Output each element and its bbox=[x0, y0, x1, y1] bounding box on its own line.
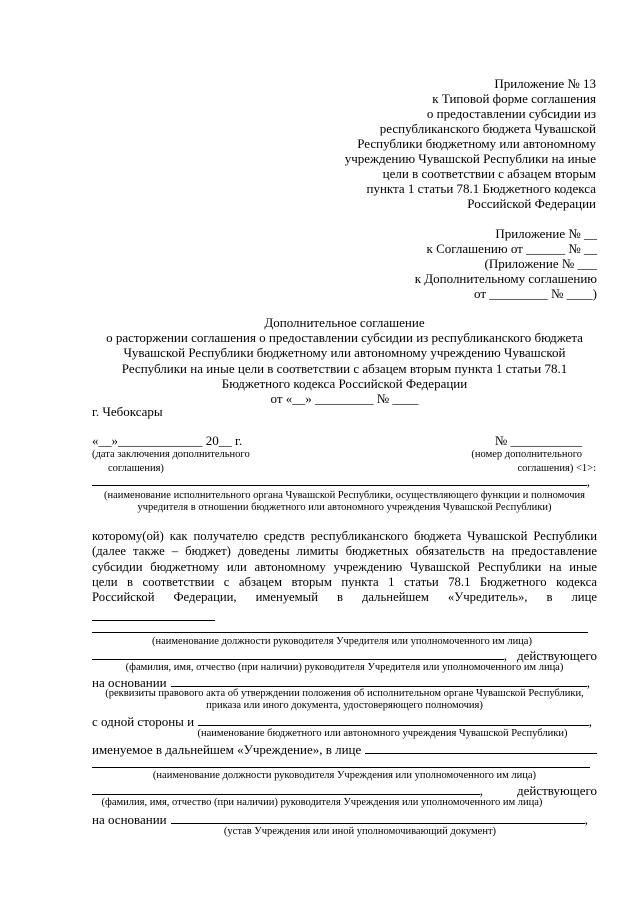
city: г. Чебоксары bbox=[92, 404, 163, 419]
title-line: Республики на иные цели в соответствии с абзацем вторым пункта 1 статьи 78.1 bbox=[121, 360, 568, 376]
institution-person-field bbox=[92, 783, 597, 798]
comma: , bbox=[503, 648, 507, 663]
paragraph-line: цели в соответствии с абзацем вторым пункта 1 статьи 78.1 Бюджетного кодекса bbox=[92, 574, 597, 589]
appendix-line: республиканского бюджета Чувашской bbox=[379, 121, 596, 136]
agreement-ref-line: к Соглашению от ______ № __ bbox=[426, 241, 597, 256]
blank-line bbox=[171, 822, 585, 824]
comma: , bbox=[586, 675, 590, 690]
blank-line bbox=[171, 685, 587, 687]
agreement-ref-line: (Приложение № ___ bbox=[484, 256, 597, 271]
institution-name-caption: (наименование бюджетного или автономного учреждения Чувашской Республики) bbox=[197, 728, 568, 739]
comma: , bbox=[588, 714, 592, 729]
agreement-number-field: № ___________ bbox=[494, 433, 582, 448]
blank-line bbox=[92, 793, 480, 795]
caption-line: учредителя в отношении бюджетного или автономного учреждения Чувашской Республики) bbox=[137, 502, 552, 513]
blank-line bbox=[198, 724, 589, 726]
paragraph-line: которому(ой) как получателю средств республиканского бюджета Чувашской Республики bbox=[92, 529, 597, 543]
caption-line: приказа или иного документа, удостоверяющего полномочия) bbox=[206, 700, 483, 711]
caption-line: (реквизиты правового акта об утверждении положения об исполнительном органе Чувашской Республики, bbox=[105, 688, 584, 699]
title-line: Дополнительное соглашение bbox=[264, 315, 425, 330]
blank-line bbox=[92, 620, 215, 621]
founder-name-field bbox=[92, 474, 590, 489]
caption-line: (наименование исполнительного органа Чувашской Республики, осуществляющего функции и полномочия bbox=[104, 490, 585, 501]
agreement-date-field: «__»_____________ 20__ г. bbox=[92, 433, 243, 448]
founder-position-caption: (наименование должности руководителя Учредителя или уполномоченного им лица) bbox=[152, 636, 532, 647]
title-line: Чувашской Республики бюджетному или автономному учреждению Чувашской bbox=[123, 345, 566, 361]
paragraph-line: (далее также – бюджет) доведены лимиты бюджетных обязательств на предоставление bbox=[92, 544, 597, 559]
founder-basis-caption bbox=[92, 688, 597, 712]
agreement-reference bbox=[415, 226, 597, 301]
institution-basis-caption: (устав Учреждения или иной уполномочивающий документ) bbox=[223, 826, 497, 837]
appendix-line: цели в соответствии с абзацем вторым bbox=[382, 166, 596, 181]
appendix-line: Российской Федерации bbox=[467, 196, 596, 211]
appendix-line: к Типовой форме соглашения bbox=[432, 91, 596, 106]
agreement-ref-line: к Дополнительному соглашению bbox=[414, 271, 597, 286]
founder-name-caption bbox=[92, 490, 597, 514]
appendix-header bbox=[345, 76, 596, 211]
date-caption: соглашения) bbox=[108, 463, 164, 474]
founder-person-caption: (фамилия, имя, отчество (при наличии) руководителя Учредителя или уполномоченного им лица) bbox=[125, 662, 564, 673]
basis-label: на основании bbox=[92, 675, 167, 690]
title-number-line: от «__» _________ № ____ bbox=[270, 391, 419, 407]
institution-representative-field bbox=[92, 742, 597, 757]
appendix-line: пункта 1 статьи 78.1 Бюджетного кодекса bbox=[366, 181, 596, 196]
date-caption: (дата заключения дополнительного bbox=[92, 449, 250, 460]
acting-label: действующего bbox=[517, 783, 597, 798]
institution-label: с одной стороны и bbox=[92, 714, 195, 729]
title-line: о расторжении соглашения о предоставлении субсидии из республиканского бюджета bbox=[106, 330, 583, 346]
appendix-line: Приложение № 13 bbox=[494, 76, 596, 91]
paragraph-line: субсидии бюджетному или автономному учреждению Чувашской Республики на иные bbox=[92, 559, 597, 574]
institution-name-field bbox=[92, 714, 592, 729]
paragraph-line: Российской Федерации, именуемый в дальнейшем «Учредитель», в лице bbox=[92, 590, 597, 605]
appendix-line: Республики бюджетному или автономному bbox=[357, 136, 596, 151]
founder-paragraph bbox=[92, 529, 597, 605]
title-line: Бюджетного кодекса Российской Федерации bbox=[221, 375, 468, 391]
appendix-line: о предоставлении субсидии из bbox=[426, 106, 596, 121]
basis-label: на основании bbox=[92, 812, 167, 827]
agreement-ref-line: Приложение № __ bbox=[495, 226, 597, 241]
appendix-line: учреждению Чувашской Республики на иные bbox=[344, 151, 596, 166]
comma: , bbox=[479, 783, 483, 798]
agreement-ref-line: от _________ № ____) bbox=[474, 286, 597, 301]
represented-label: именуемое в дальнейшем «Учреждение», в лице bbox=[92, 742, 362, 757]
institution-position-blank-line bbox=[92, 767, 590, 768]
number-caption: (номер дополнительного bbox=[471, 449, 582, 460]
founder-position-blank-line bbox=[92, 632, 588, 633]
blank-line bbox=[92, 484, 587, 486]
founder-person-field bbox=[92, 648, 597, 663]
institution-basis-field bbox=[92, 812, 588, 827]
blank-line bbox=[365, 752, 597, 754]
comma: , bbox=[586, 474, 590, 489]
acting-label: действующего bbox=[517, 648, 597, 663]
number-caption: соглашения) <1>: bbox=[517, 463, 596, 474]
institution-position-caption: (наименование должности руководителя Учреждения или уполномоченного им лица) bbox=[152, 770, 537, 781]
comma: , bbox=[584, 812, 588, 827]
blank-line bbox=[92, 658, 504, 660]
institution-person-caption: (фамилия, имя, отчество (при наличии) руководителя Учреждения или уполномоченного им лица) bbox=[101, 797, 543, 808]
document-title bbox=[92, 315, 597, 406]
